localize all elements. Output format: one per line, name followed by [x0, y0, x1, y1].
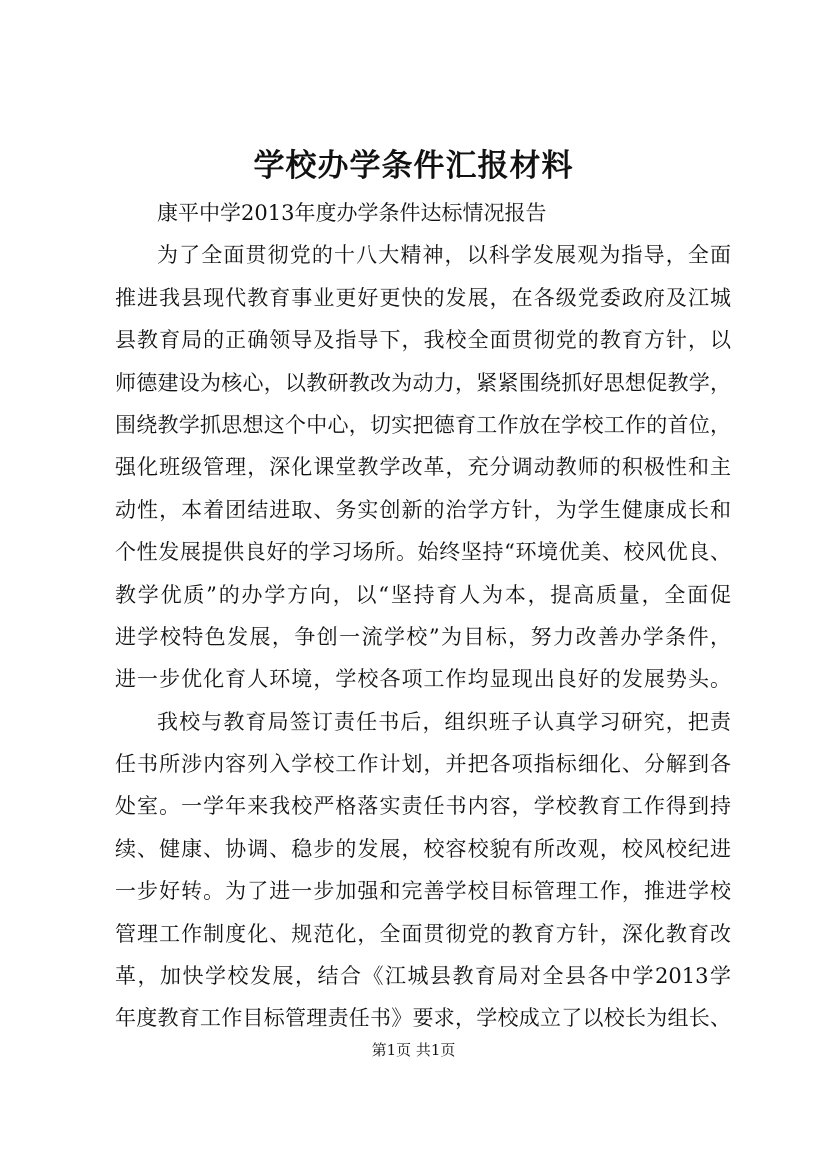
paragraph-line: 强化班级管理，深化课堂教学改革，充分调动教师的积极性和主 — [115, 455, 731, 480]
paragraph-line: 为了全面贯彻党的十八大精神，以科学发展观为指导，全面 — [157, 243, 731, 268]
paragraph-line: 县教育局的正确领导及指导下，我校全面贯彻党的教育方针，以 — [115, 328, 731, 353]
paragraph-line: 续、健康、协调、稳步的发展，校容校貌有所改观，校风校纪进 — [115, 836, 731, 861]
paragraph-line: 围绕教学抓思想这个中心，切实把德育工作放在学校工作的首位， — [115, 412, 731, 437]
paragraph-line: 师德建设为核心，以教研教改为动力，紧紧围绕抓好思想促教学， — [115, 370, 731, 395]
paragraph-line: 一步好转。为了进一步加强和完善学校目标管理工作，推进学校 — [115, 879, 731, 904]
paragraph-line: 进一步优化育人环境，学校各项工作均显现出良好的发展势头。 — [115, 667, 731, 692]
paragraph-line: 进学校特色发展，争创一流学校”为目标，努力改善办学条件， — [115, 624, 731, 649]
document-body — [115, 192, 731, 1040]
paragraph-line: 任书所涉内容列入学校工作计划，并把各项指标细化、分解到各 — [115, 752, 731, 777]
paragraph-line: 处室。一学年来我校严格落实责任书内容，学校教育工作得到持 — [115, 794, 731, 819]
paragraph-line: 推进我县现代教育事业更好更快的发展，在各级党委政府及江城 — [115, 285, 731, 310]
paragraph-line: 革，加快学校发展，结合《江城县教育局对全县各中学2013学 — [115, 964, 731, 989]
paragraph-line: 管理工作制度化、规范化，全面贯彻党的教育方针，深化教育改 — [115, 921, 731, 946]
paragraph-line: 年度教育工作目标管理责任书》要求，学校成立了以校长为组长、 — [115, 1006, 731, 1031]
paragraph-line: 教学优质”的办学方向，以“坚持育人为本，提高质量，全面促 — [115, 582, 731, 607]
report-subtitle: 康平中学2013年度办学条件达标情况报告 — [157, 201, 547, 225]
paragraph-line: 我校与教育局签订责任书后，组织班子认真学习研究，把责 — [157, 709, 731, 734]
paragraph-line: 个性发展提供良好的学习场所。始终坚持“环境优美、校风优良、 — [115, 540, 731, 565]
page-title: 学校办学条件汇报材料 — [253, 148, 574, 184]
paragraph-1 — [115, 234, 731, 700]
paragraph-2 — [115, 701, 731, 1040]
page-number-footer: 第1页 共1页 — [371, 1041, 456, 1059]
paragraph-line: 动性，本着团结进取、务实创新的治学方针，为学生健康成长和 — [115, 497, 731, 522]
